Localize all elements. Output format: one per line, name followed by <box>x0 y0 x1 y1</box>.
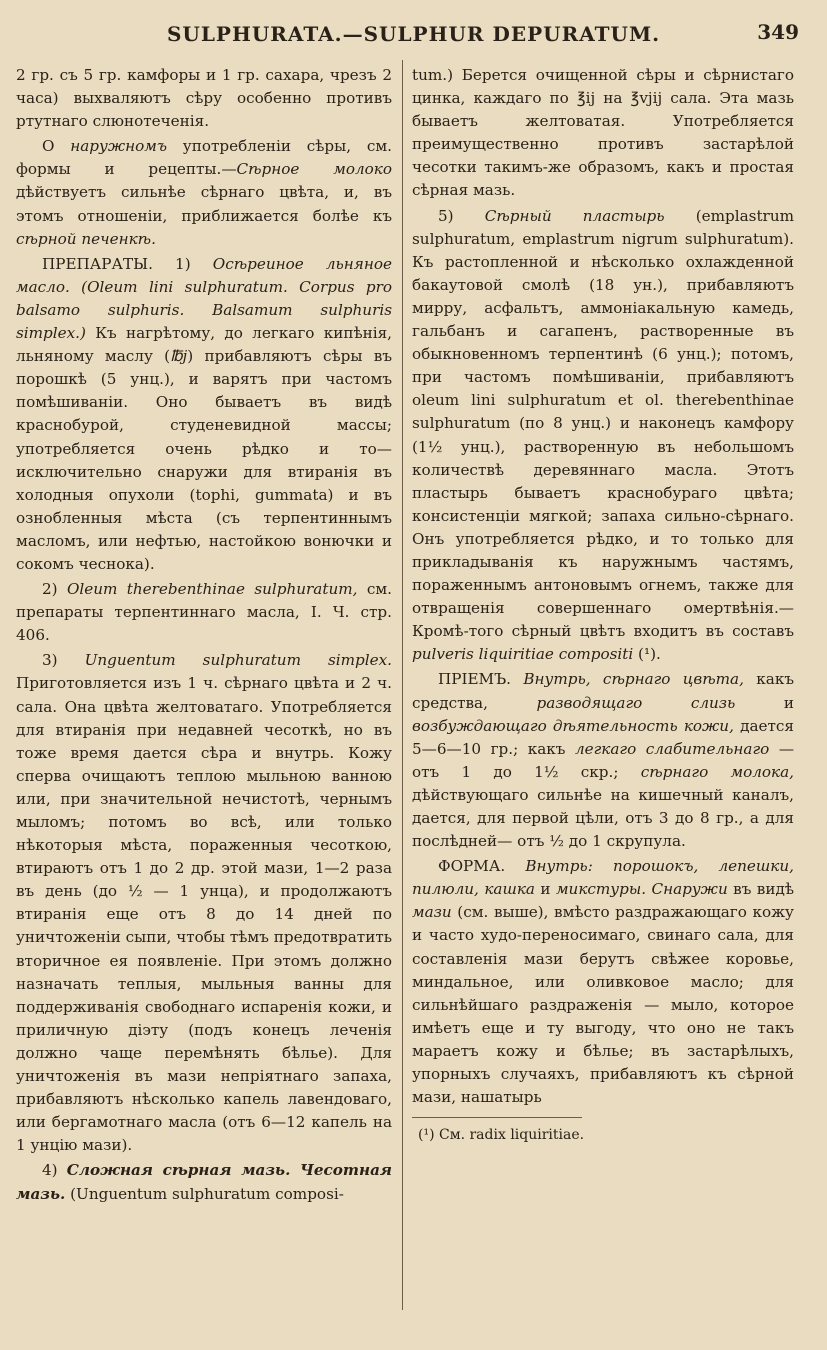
dose-symbol: ℔j <box>170 347 188 366</box>
italic-term: Сѣрный пластырь <box>484 206 665 225</box>
text-run: (emplastrum sulphuratum, emplastrum nigrum sulphuratum). Къ растопленной и нѣсколько охлажденной бакаутовой смолѣ (18 ун.), прибавляютъ мирру, асфальтъ, аммоніакальную камедь, гальбанъ и сагапенъ, растворенные въ обыкновенномъ терпентинѣ (6 унц.); потомъ, при частомъ помѣшиваніи, прибавляютъ oleum lini sulphuratum et ol. therebenthinae sulphuratum (по 8 унц.) и наконецъ камфору (1½ унц.), растворенную въ небольшомъ количествѣ деревяннаго масла. Этотъ пластырь бываетъ краснобураго цвѣта; консистенціи мягкой; запаха сильно-сѣрнаго. Онъ употребляется рѣдко, и то только для прикладыванія къ наружнымъ частямъ, пораженнымъ антоновымъ огнемъ, также для отвращенія совершеннаго омертвѣнія.—Кромѣ-того сѣрный цвѣтъ входитъ въ составъ <box>412 206 794 641</box>
italic-term: Сложная сѣрная мазь. Чесотная мазь. <box>16 1161 393 1203</box>
latin-synonyms: (Oleum lini sulphuratum. Corpus pro balsamo sulphuris. Balsamum sulphuris simplex.) <box>16 277 392 343</box>
text-run: употребленіи сѣры, см. формы и рецепты.— <box>16 137 392 179</box>
section-heading: ПРІЕМЪ. <box>438 670 524 689</box>
right-column <box>412 64 794 1147</box>
text-run: 2 гр. съ 5 гр. камфоры и 1 гр. сахара, чрезъ 2 часа) выхваляютъ сѣру особенно противъ ртутнаго слюнотеченія. <box>16 66 392 131</box>
section-heading: ФОРМА. <box>438 857 526 876</box>
italic-term: мази <box>412 903 452 922</box>
section-heading: ПРЕПАРАТЫ. 1) <box>42 254 213 273</box>
text-run: О <box>42 137 71 156</box>
paragraph <box>16 64 392 133</box>
italic-term: Oleum therebenthinae sulphuratum, <box>66 580 358 599</box>
paragraph <box>412 64 794 203</box>
text-run: 4) <box>42 1161 67 1180</box>
text-run: — отъ 1 до 1½ скр.; <box>412 739 795 781</box>
text-run: дѣйствующаго сильнѣе на кишечный каналъ, дается, для первой цѣли, отъ 3 до 8 гр., а для послѣдней— отъ ½ до 1 скрупула. <box>412 785 794 851</box>
italic-term: Осѣреиное льняное масло. <box>16 254 392 296</box>
text-run: ) прибавляютъ сѣры въ порошкѣ (5 унц.), и варятъ при частомъ помѣшиваніи. Оно бываетъ въ видѣ краснобурой, студеневидной массы; употребляется очень рѣдко и то—исключительно снаружи для втиранія въ холодныя опухоли (tophi, gummata) и въ ознобленныя мѣста (съ терпентиннымъ масломъ, или нефтью, настойкою вонючки и сокомъ чеснока). <box>16 347 392 573</box>
text-run: (Unguentum sulphuratum composi- <box>65 1184 344 1203</box>
page-number: 349 <box>757 20 799 44</box>
text-run: (см. выше), вмѣсто раздражающаго кожу и часто худо-переносимаго, свинаго сала, для составленія мази берутъ свѣжее коровье, миндальное, или оливковое масло; для сильнѣйшаго раздраженія — мыло, которое имѣетъ еще и ту выгоду, что оно не такъ мараетъ кожу и бѣлье; въ застарѣлыхъ, упорныхъ случаяхъ, прибавляютъ къ сѣрной мази, нашатырь <box>412 903 794 1107</box>
italic-term: сѣрнаго молока, <box>640 762 794 781</box>
paragraph <box>16 253 392 576</box>
italic-term: сѣрной печенкѣ. <box>16 229 156 248</box>
paragraph <box>16 578 392 647</box>
italic-term: возбуждающаго дѣятельность кожи, <box>412 716 734 735</box>
italic-term: наружномъ <box>70 137 167 156</box>
text-run: какъ средства, <box>412 670 795 712</box>
footnote-ref: (¹). <box>633 645 661 664</box>
paragraph <box>412 855 794 1109</box>
italic-term: легкаго слабительнаго <box>574 739 770 758</box>
text-run: см. препараты терпентиннаго масла, I. Ч. стр. 406. <box>16 580 392 645</box>
footnote: (¹) См. radix liquiritiae. <box>418 1127 585 1144</box>
text-run: Къ нагрѣтому, до легкаго кипѣнія, льняному маслу ( <box>16 324 392 366</box>
italic-term: микстуры. Снаружи <box>555 880 728 899</box>
italic-term: Unguentum sulphuratum simplex. <box>84 651 392 670</box>
italic-term: Внутрь: порошокъ, лепешки, пилюли, кашка <box>412 857 794 899</box>
text-run: tum.) Берется очищенной сѣры и сѣрнистаго цинка, каждаго по ℥ij на ℥vjij сала. Эта мазь бываетъ желтоватая. Употребляется преимущественно противъ застарѣлой чесотки такимъ-же образомъ, какъ и простая сѣрная мазь. <box>412 66 794 200</box>
text-run: 5) <box>438 206 485 225</box>
paragraph <box>412 668 794 853</box>
text-run: въ видѣ <box>727 880 794 899</box>
left-column <box>16 64 392 1206</box>
italic-term: Сѣрное молоко <box>236 160 392 179</box>
paragraph <box>16 1159 392 1205</box>
text-run: и <box>735 693 794 712</box>
paragraph <box>16 649 392 1157</box>
footnote-rule <box>412 1117 582 1118</box>
text-run: Приготовляется изъ 1 ч. сѣрнаго цвѣта и 2 ч. сала. Она цвѣта желтоватаго. Употребляется для втиранія при недавней чесоткѣ, но въ тоже время дается сѣра и внутрь. Кожу сперва очищаютъ теплою мыльною ванною или, при значительной нечистотѣ, чернымъ мыломъ; потомъ во всѣ, или только нѣкоторыя мѣста, пораженныя чесоткою, втираютъ отъ 1 до 2 др. этой мази, 1—2 раза въ день (до ½ — 1 унца), и продолжаютъ втиранія еще отъ 8 до 14 дней по уничтоженіи сыпи, чтобы тѣмъ предотвратить вторичное ея появленіе. При этомъ должно назначать теплыя, мыльныя ванны для поддерживанія свободнаго испаренія кожи, и приличную діэту (подъ конецъ леченія должно чаще перемѣнять бѣлье). Для уничтоженія въ мази непріятнаго запаха, прибавляютъ нѣсколько капель лавендоваго, или бергамотнаго масла (отъ 6—12 капель на 1 унцію мази). <box>16 674 392 1155</box>
paragraph <box>16 135 392 250</box>
italic-term: Внутрь, сѣрнаго цвѣта, <box>523 670 744 689</box>
text-run: дѣйствуетъ сильнѣе сѣрнаго цвѣта, и, въ этомъ отношеніи, приближается болѣе къ <box>16 183 392 225</box>
running-header <box>0 18 827 52</box>
text-run: дается 5—6—10 гр.; какъ <box>412 716 794 758</box>
column-divider <box>402 60 403 1310</box>
italic-term: разводящаго слизь <box>536 693 736 712</box>
text-run: 3) <box>42 651 85 670</box>
text-run: 2) <box>42 580 67 599</box>
italic-term: pulveris liquiritiae compositi <box>412 645 634 664</box>
paragraph <box>412 205 794 667</box>
running-title: SULPHURATA.—SULPHUR DEPURATUM. <box>166 22 661 46</box>
text-run: и <box>534 880 556 899</box>
